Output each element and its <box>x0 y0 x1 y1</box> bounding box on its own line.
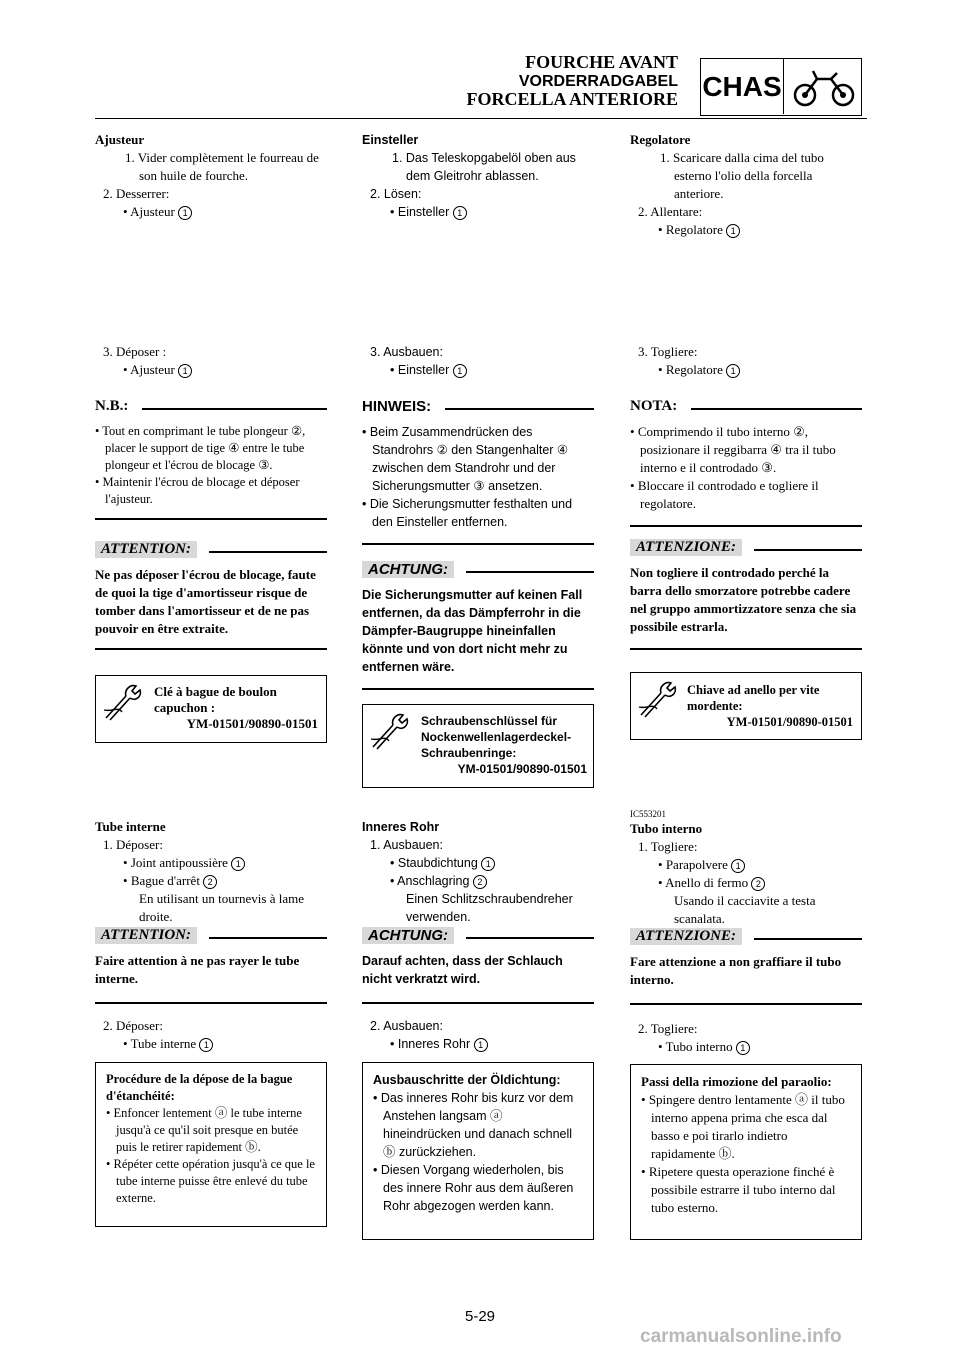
it-note-1: Comprimendo il tubo interno ②, posizionare il reggibarra ④ tra il tubo interno e il controdado ③. <box>637 424 836 475</box>
de-tool-code: YM-01501/90890-01501 <box>457 762 587 776</box>
wrench-icon <box>637 679 677 719</box>
fr-note: N.B.: • Tout en comprimant le tube plongeur ②, placer le support de tige ④ entre le tube plongeur et l'écrou de blocage ③. • Maintenir l'écrou de blocage et déposer l'ajusteur. <box>95 398 327 520</box>
fr-proc-1: Enfoncer lentement ⓐ le tube interne jusqu'à ce qu'il soit presque en butée puis le retirer rapidement ⓑ. <box>113 1106 302 1154</box>
de-note-1: Beim Zusammendrücken des Standrohrs ② den Stangenhalter ④ zwischen dem Standrohr und der Sicherungsmutter ③ ansetzen. <box>369 425 569 493</box>
de-warning-title: ACHTUNG: <box>362 561 454 578</box>
fr-t1-item-1: Joint antipoussière <box>130 855 228 870</box>
it-t1-note: Usando il cacciavite a testa scanalata. <box>674 893 816 926</box>
fr-step-3: 3. Déposer : <box>103 344 167 359</box>
it-step-2: 2. Allentare: <box>638 204 703 219</box>
watermark: carmanualsonline.info <box>640 1326 842 1347</box>
fr-note-2: Maintenir l'écrou de blocage et déposer l'ajusteur. <box>102 475 300 506</box>
title-it: FORCELLA ANTERIORE <box>466 89 678 109</box>
it-warning-2-title: ATTENZIONE: <box>630 928 742 945</box>
it-section-2: 3. Togliere: • Regolatore 1 <box>630 343 862 379</box>
it-warning-text: Non togliere il controdado perché la barra dello smorzatore potrebbe cadere nel gruppo ammortizzatore senza che sia possibile estrarla. <box>630 565 857 634</box>
fr-t1: 1. Déposer: <box>103 837 163 852</box>
it-proc-2: Ripetere questa operazione finché è possibile estrarre il tubo interno dal tubo esterno. <box>648 1164 836 1215</box>
section-label: CHAS <box>701 59 784 114</box>
fr-warning-text: Ne pas déposer l'écrou de blocage, faute de quoi la tige d'amortisseur risque de tomber dans l'amortisseur et de ne pas pouvoir en être extraite. <box>95 567 316 636</box>
wrench-icon <box>102 682 142 722</box>
de-t1-note: Einen Schlitzschraubendreher verwenden. <box>406 892 573 924</box>
de-section-3: Inneres Rohr 1. Ausbauen: • Staubdichtung 1 • Anschlagring 2 Einen Schlitzschraubendreher verwenden. <box>362 818 594 926</box>
de-note: HINWEIS: • Beim Zusammendrücken des Standrohrs ② den Stangenhalter ④ zwischen dem Standrohr und der Sicherungsmutter ③ ansetzen. • Die Sicherungsmutter festhalten und den Einsteller entfernen. <box>362 398 594 545</box>
it-note-title: NOTA: <box>630 398 678 414</box>
title-fr: FOURCHE AVANT <box>525 52 678 72</box>
fr-heading: Ajusteur <box>95 132 145 147</box>
fr-procedure-box: Procédure de la dépose de la bague d'étanchéité: • Enfoncer lentement ⓐ le tube interne jusqu'à ce qu'il soit presque en butée puis le retirer rapidement ⓑ. • Répéter cette opération jusqu'à ce que le tube interne puisse être enlevé du tube externe. <box>95 1062 327 1227</box>
de-t1: 1. Ausbauen: <box>370 838 443 852</box>
section-badge <box>700 58 862 116</box>
de-step-2: 2. Lösen: <box>370 187 422 201</box>
it-t1: 1. Togliere: <box>638 839 698 854</box>
it-heading-2: Tubo interno <box>630 821 703 836</box>
fr-step-1: 1. Vider complètement le fourreau de son huile de fourche. <box>125 150 319 183</box>
de-tool-name: Schraubenschlüssel für Nockenwellenlagerdeckel-Schraubenringe: <box>421 714 572 760</box>
it-tool-name: Chiave ad anello per vite mordente: <box>687 683 820 713</box>
fr-section-3: Tube interne 1. Déposer: • Joint antipoussière 1 • Bague d'arrêt 2 En utilisant un tournevis à lame droite. <box>95 818 327 926</box>
it-note-2: Bloccare il controdado e togliere il regolatore. <box>637 478 819 511</box>
de-warning-text: Die Sicherungsmutter auf keinen Fall entfernen, da das Dämpferrohr in die Dämpfer-Baugruppe hineinfallen könnte und von dort nicht mehr zu entfernen wäre. <box>362 588 583 674</box>
de-step-3: 3. Ausbauen: <box>370 345 443 359</box>
fr-tool-name: Clé à bague de boulon capuchon : <box>154 684 277 715</box>
de-warning-2 <box>362 927 594 1004</box>
de-step-2-item: Einsteller <box>397 205 450 219</box>
de-heading: Einsteller <box>362 133 419 147</box>
de-proc-1: Das inneres Rohr bis kurz vor dem Anstehen langsam ⓐ hineindrücken und danach schnell ⓑ zurückziehen. <box>380 1091 574 1159</box>
wrench-icon <box>369 711 409 751</box>
de-proc-title: Ausbauschritte der Öldichtung: <box>373 1073 561 1087</box>
it-tool-box <box>630 672 862 740</box>
fr-warning-2 <box>95 927 327 1004</box>
it-section-4: 2. Togliere: • Tubo interno 1 <box>630 1020 862 1056</box>
de-section-2: 3. Ausbauen: • Einsteller 1 <box>362 343 594 379</box>
it-proc-1: Spingere dentro lentamente ⓐ il tubo interno appena prima che esca dal basso e poi tirarlo indietro rapidamente ⓑ. <box>648 1092 845 1161</box>
fr-section-1 <box>95 131 327 221</box>
it-t2-item: Tubo interno <box>665 1039 733 1054</box>
it-t1-item-1: Parapolvere <box>665 857 728 872</box>
fr-note-title: N.B.: <box>95 398 129 414</box>
fr-section-2 <box>95 343 327 379</box>
it-tool-code: YM-01501/90890-01501 <box>726 715 853 729</box>
fr-t1-note: En utilisant un tournevis à lame droite. <box>139 891 304 924</box>
de-step-1: 1. Das Teleskopgabelöl oben aus dem Gleitrohr ablassen. <box>392 151 576 183</box>
it-step-1: 1. Scaricare dalla cima del tubo esterno l'olio della forcella anteriore. <box>660 150 824 201</box>
fr-t2: 2. Déposer: <box>103 1018 163 1033</box>
fr-note-1: Tout en comprimant le tube plongeur ②, placer le support de tige ④ entre le tube plongeur et l'écrou de blocage ③. <box>102 424 306 472</box>
fr-warning <box>95 541 327 650</box>
de-tool-box <box>362 704 594 788</box>
de-warning-2-title: ACHTUNG: <box>362 927 454 944</box>
it-section-3: Tubo interno 1. Togliere: • Parapolvere 1 • Anello di fermo 2 Usando il cacciavite a testa scanalata. <box>630 820 862 928</box>
it-note: NOTA: • Comprimendo il tubo interno ②, posizionare il reggibarra ④ tra il tubo interno e il controdado ③. • Bloccare il controdado e togliere il regolatore. <box>630 398 862 527</box>
fr-step-2: 2. Desserrer: <box>103 186 170 201</box>
fr-section-4: 2. Déposer: • Tube interne 1 <box>95 1017 327 1053</box>
it-section-1: Regolatore 1. Scaricare dalla cima del tubo esterno l'olio della forcella anteriore. 2. Allentare: • Regolatore 1 <box>630 131 862 239</box>
it-procedure-box: Passi della rimozione del paraolio: • Spingere dentro lentamente ⓐ il tubo interno appena prima che esca dal basso e poi tirarlo indietro rapidamente ⓑ. • Ripetere questa operazione finché è possibile estrarre il tubo interno dal tubo esterno. <box>630 1064 862 1240</box>
it-step-3-item: Regolatore <box>665 362 723 377</box>
fr-tool-code: YM-01501/90890-01501 <box>186 716 318 731</box>
fr-t2-item: Tube interne <box>130 1036 197 1051</box>
fr-warning-title: ATTENTION: <box>95 541 197 558</box>
de-t1-item-1: Staubdichtung <box>397 856 478 870</box>
it-heading: Regolatore <box>630 132 691 147</box>
title-de: VORDERRADGABEL <box>518 73 678 90</box>
it-t1-item-2: Anello di fermo <box>665 875 749 890</box>
fr-step-2-item: • Ajusteur 1 <box>95 203 327 221</box>
it-proc-title: Passi della rimozione del paraolio: <box>641 1074 832 1089</box>
page-number: 5-29 <box>464 1308 496 1325</box>
fr-proc-2: Répéter cette opération jusqu'à ce que le tube interne puisse être enlevé du tube externe. <box>113 1157 315 1205</box>
fr-step-3-item: • Ajusteur 1 <box>95 361 327 379</box>
de-note-2: Die Sicherungsmutter festhalten und den Einsteller entfernen. <box>369 497 573 529</box>
de-step-3-item: Einsteller <box>397 363 450 377</box>
de-warning <box>362 561 594 690</box>
it-warning-2 <box>630 928 862 1005</box>
de-heading-2: Inneres Rohr <box>362 820 440 834</box>
de-procedure-box: Ausbauschritte der Öldichtung: • Das inneres Rohr bis kurz vor dem Anstehen langsam ⓐ hineindrücken und danach schnell ⓑ zurückziehen. • Diesen Vorgang wiederholen, bis des innere Rohr aus dem äußeren Rohr abgezogen werden kann. <box>362 1062 594 1240</box>
de-section-1: Einsteller 1. Das Teleskopgabelöl oben aus dem Gleitrohr ablassen. 2. Lösen: • Einsteller 1 <box>362 131 594 221</box>
it-section-code: IC553201 <box>630 809 666 819</box>
header-rule <box>95 118 867 119</box>
it-warning-title: ATTENZIONE: <box>630 539 742 556</box>
it-warning <box>630 539 862 650</box>
motorcycle-icon <box>791 65 857 109</box>
it-warning-2-text: Fare attenzione a non graffiare il tubo interno. <box>630 954 842 987</box>
it-t2: 2. Togliere: <box>638 1021 698 1036</box>
de-proc-2: Diesen Vorgang wiederholen, bis des innere Rohr aus dem äußeren Rohr abgezogen werden kann. <box>380 1163 574 1213</box>
fr-heading-2: Tube interne <box>95 819 166 834</box>
fr-proc-title: Procédure de la dépose de la bague d'étanchéité: <box>106 1072 293 1103</box>
fr-tool-box <box>95 675 327 743</box>
de-warning-2-text: Darauf achten, dass der Schlauch nicht verkratzt wird. <box>362 954 563 986</box>
fr-warning-2-title: ATTENTION: <box>95 927 197 944</box>
de-note-title: HINWEIS: <box>362 398 432 415</box>
de-t2-item: Inneres Rohr <box>397 1037 471 1051</box>
it-step-3: 3. Togliere: <box>638 344 698 359</box>
de-section-4: 2. Ausbauen: • Inneres Rohr 1 <box>362 1017 594 1053</box>
it-step-2-item: Regolatore <box>665 222 723 237</box>
fr-warning-2-text: Faire attention à ne pas rayer le tube interne. <box>95 953 300 986</box>
de-t2: 2. Ausbauen: <box>370 1019 443 1033</box>
de-t1-item-2: Anschlagring <box>397 874 470 888</box>
fr-t1-item-2: Bague d'arrêt <box>130 873 200 888</box>
